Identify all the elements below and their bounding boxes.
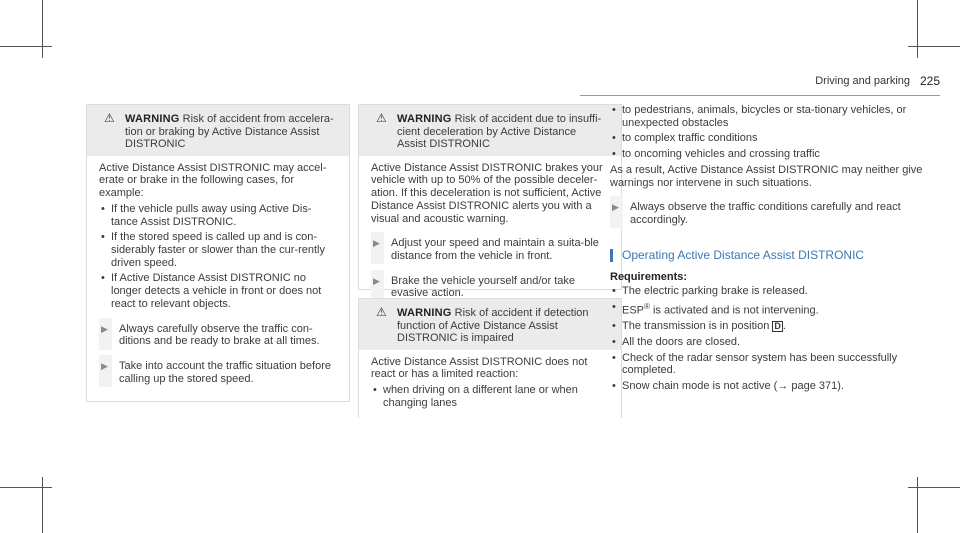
arrow-right-icon: ▶ [101, 323, 108, 334]
warning-text: Assist DISTRONIC [397, 138, 490, 151]
warning-box-deceleration [358, 104, 622, 300]
warning-label: WARNING [397, 307, 452, 319]
warning-label: WARNING [125, 113, 180, 125]
crop-mark [0, 487, 52, 488]
list-item: • If the stored speed is called up and is con-siderably faster or slower than the cur-rently driven speed. [99, 231, 337, 269]
list-item: • to complex traffic conditions [610, 132, 930, 145]
arrow-right-icon: ▶ [101, 360, 108, 371]
warning-triangle-icon: ⚠ [376, 111, 387, 125]
action-step: ▶ Always carefully observe the traffic con-ditions and be ready to brake at all times. [99, 323, 337, 348]
arrow-right-icon: ▶ [612, 202, 619, 213]
intro-text: Active Distance Assist DISTRONIC brakes your vehicle with up to 50% of the possible deceler-ation. If this deceleration is not sufficient, Active Distance Assist DISTRONIC alerts you with a visual and acoustic warning. [371, 161, 603, 225]
list-item: • The electric parking brake is released. [610, 285, 930, 298]
arrow-right-icon: ▶ [373, 275, 380, 286]
action-step: ▶ Brake the vehicle yourself and/or take evasive action. [371, 275, 609, 300]
list-item: • All the doors are closed. [610, 336, 930, 349]
list-item: • when driving on a different lane or when changing lanes [371, 384, 609, 409]
warning-text: Risk of accident due to insuffi- [454, 113, 602, 125]
crop-mark [917, 0, 918, 58]
warning-text: DISTRONIC is impaired [397, 332, 514, 345]
bullet-list [610, 104, 930, 161]
page-header [580, 73, 940, 96]
list-item: • Snow chain mode is not active (→ page 371). [610, 380, 930, 393]
action-step: ▶ Always observe the traffic conditions carefully and react accordingly. [610, 201, 930, 226]
warning-text: Risk of accident if detection [454, 307, 589, 319]
list-item: • The transmission is in position D . [610, 320, 930, 333]
list-item: • If Active Distance Assist DISTRONIC no longer detects a vehicle in front or does not react to relevant objects. [99, 272, 337, 310]
crop-mark [0, 46, 52, 47]
bullet-list [99, 203, 337, 311]
warning-box-acceleration [86, 104, 350, 402]
page-number: 225 [919, 74, 940, 88]
crop-mark [917, 477, 918, 533]
warning-header [359, 105, 621, 156]
requirements-list [610, 285, 930, 393]
intro-text: Active Distance Assist DISTRONIC does not react or has a limited reaction: [371, 355, 588, 381]
action-step: ▶ Take into account the traffic situation before calling up the stored speed. [99, 360, 337, 385]
warning-label: WARNING [397, 113, 452, 125]
arrow-right-icon: ▶ [373, 238, 380, 249]
warning-text: DISTRONIC [125, 138, 186, 151]
section-title: Driving and parking [815, 75, 910, 87]
warning-triangle-icon: ⚠ [376, 305, 387, 319]
page-reference-link[interactable]: page 371). [788, 379, 844, 392]
warning-header [359, 299, 621, 350]
warning-text: function of Active Distance Assist [397, 319, 558, 332]
requirements-label: Requirements: [610, 271, 688, 284]
warning-triangle-icon: ⚠ [104, 111, 115, 125]
gear-d-symbol: D [774, 321, 781, 332]
crop-mark [908, 487, 960, 488]
list-item: • to pedestrians, animals, bicycles or sta-tionary vehicles, or unexpected obstacles [610, 104, 930, 129]
crop-mark [42, 477, 43, 533]
column-3 [610, 104, 930, 396]
section-heading: Operating Active Distance Assist DISTRONIC [610, 249, 930, 262]
warning-text: tion or braking by Active Distance Assist [125, 125, 320, 138]
warning-text: cient deceleration by Active Distance [397, 125, 577, 138]
warning-box-detection [358, 298, 622, 418]
action-step: ▶ Adjust your speed and maintain a suita-ble distance from the vehicle in front. [371, 237, 609, 262]
warning-header [87, 105, 349, 156]
warning-text: Risk of accident from accelera- [182, 113, 334, 125]
crop-mark [42, 0, 43, 58]
bullet-list [371, 384, 609, 409]
list-item: • to oncoming vehicles and crossing traffic [610, 148, 930, 161]
page-reference-arrow-icon: → [777, 379, 789, 392]
list-item: • Check of the radar sensor system has been successfully completed. [610, 352, 930, 377]
intro-text: Active Distance Assist DISTRONIC may accel-erate or brake in the following cases, for example: [99, 161, 327, 200]
list-item: • ESP® is activated and is not intervening. [610, 301, 930, 317]
result-text: As a result, Active Distance Assist DISTRONIC may neither give warnings nor intervene in such situations. [610, 163, 923, 189]
crop-mark [908, 46, 960, 47]
list-item: • If the vehicle pulls away using Active Dis-tance Assist DISTRONIC. [99, 203, 337, 228]
